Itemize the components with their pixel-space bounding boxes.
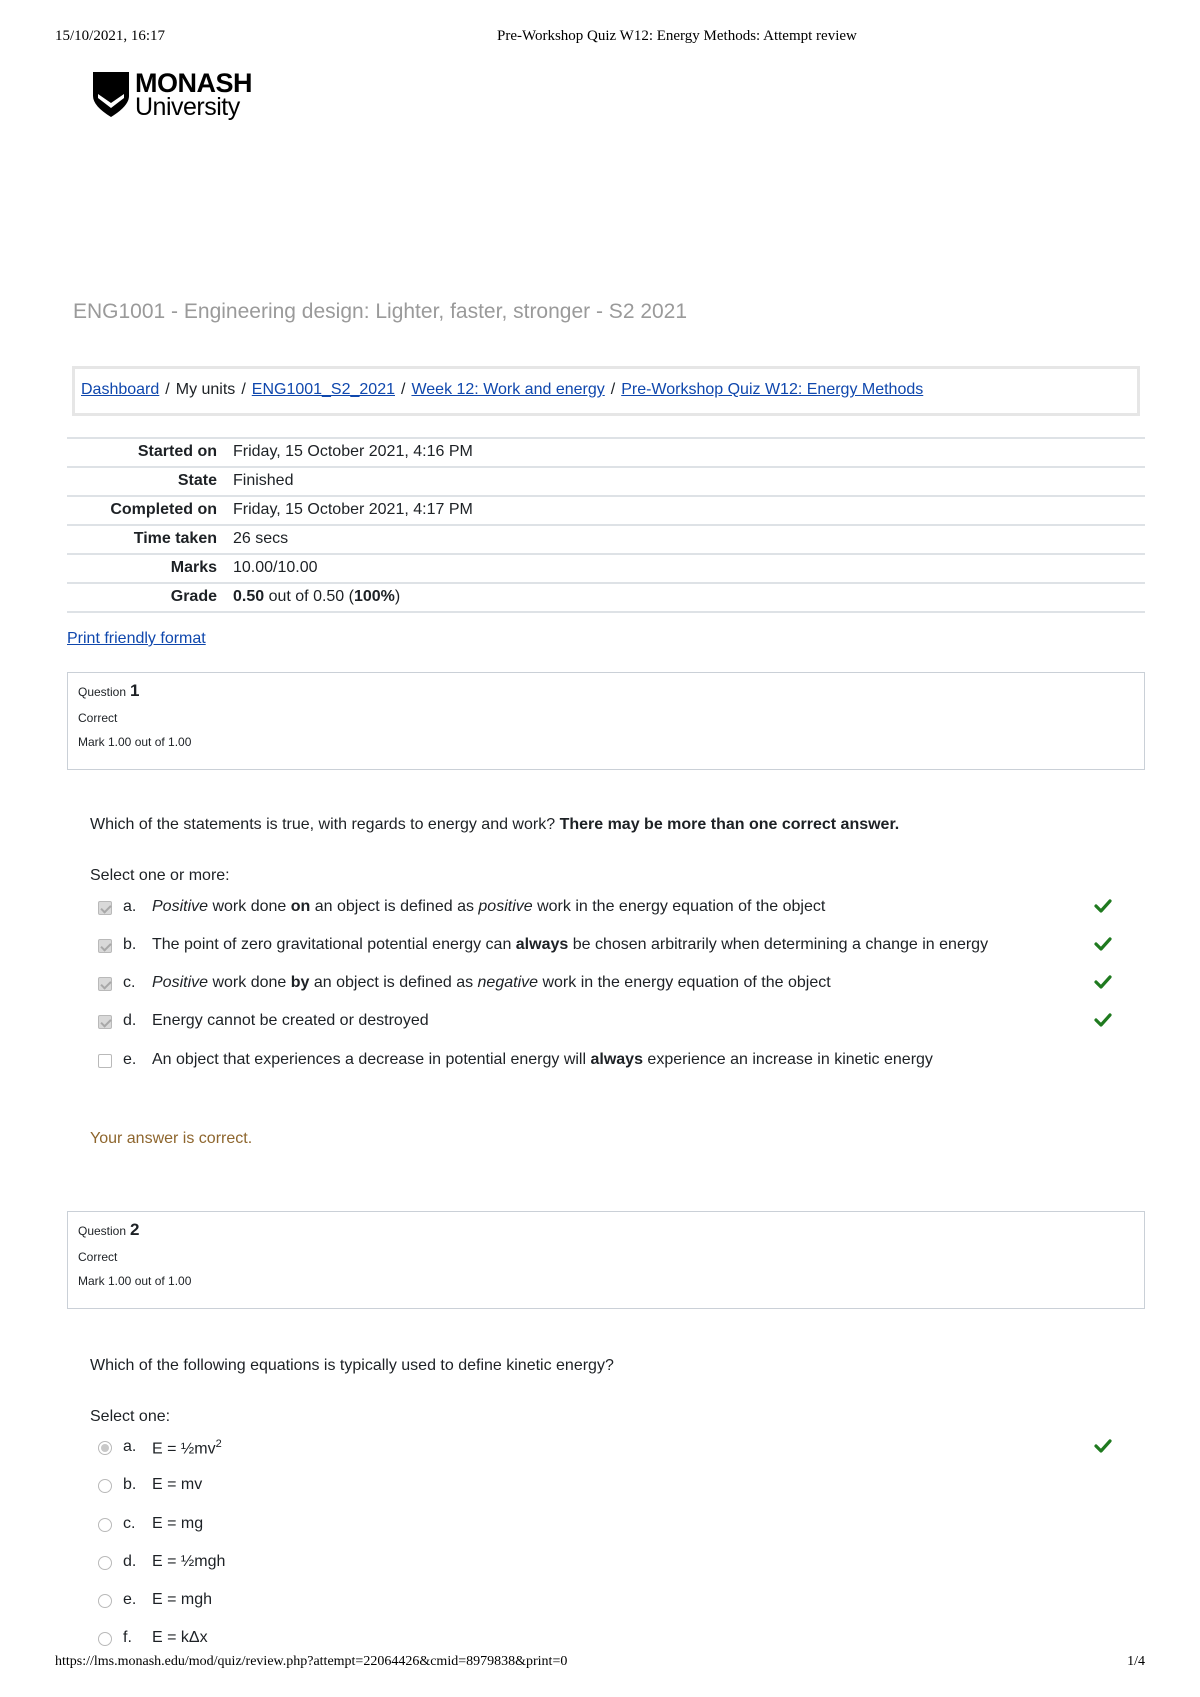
q2-answer-e[interactable]: [98, 1589, 1118, 1615]
question-2-text: Which of the following equations is typically used to define kinetic energy?: [90, 1357, 614, 1374]
summary-value: 10.00/10.00: [233, 559, 318, 576]
q1-answer-e[interactable]: [98, 1049, 1118, 1075]
checkbox[interactable]: [98, 939, 112, 953]
question-1-feedback: Your answer is correct.: [90, 1130, 253, 1147]
grade-close: ): [394, 588, 401, 605]
print-url: https://lms.monash.edu/mod/quiz/review.php?attempt=22064426&cmid=8979838&print=0: [55, 1654, 568, 1669]
summary-row-state: [67, 467, 1145, 496]
answer-letter: c.: [123, 974, 136, 991]
question-status: Correct: [78, 711, 118, 725]
question-2-prompt: Select one:: [90, 1408, 171, 1425]
logo-subname: University: [135, 93, 240, 121]
answer-letter: b.: [123, 1476, 137, 1493]
q1-answer-d[interactable]: [98, 1010, 1118, 1036]
grade-percent: 100%: [353, 588, 395, 605]
q2-answer-b[interactable]: [98, 1474, 1118, 1500]
summary-row-completed: [67, 496, 1145, 525]
answer-text: E = kΔx: [152, 1629, 208, 1646]
grade-score: 0.50: [233, 588, 265, 605]
question-label: Question: [78, 685, 127, 699]
summary-row-grade: [67, 583, 1145, 612]
q1-answer-b[interactable]: [98, 934, 1118, 960]
answer-letter: d.: [123, 1012, 137, 1029]
question-mark: Mark 1.00 out of 1.00: [78, 1274, 192, 1288]
answer-text: Positive work done on an object is defined as positive work in the energy equation of the object: [152, 898, 826, 915]
question-mark: Mark 1.00 out of 1.00: [78, 735, 192, 749]
answer-text: $E = \frac{1}{2}mv^2$: [152, 1438, 222, 1458]
answer-text: E = ½mgh: [152, 1553, 226, 1570]
course-title: ENG1001 - Engineering design: Lighter, faster, stronger - S2 2021: [73, 300, 688, 323]
summary-value: Friday, 15 October 2021, 4:16 PM: [233, 443, 473, 460]
grade-out-of: out of 0.50 (: [264, 588, 354, 605]
answer-letter: f.: [123, 1629, 132, 1646]
answer-text: Energy cannot be created or destroyed: [152, 1012, 429, 1029]
breadcrumb-separator: /: [165, 381, 170, 398]
q2-answer-a[interactable]: [98, 1436, 1118, 1462]
answer-letter: d.: [123, 1553, 137, 1570]
radio-button[interactable]: [98, 1441, 112, 1455]
summary-value: [233, 583, 1145, 612]
answer-text: The point of zero gravitational potential energy can always be chosen arbitrarily when determining a change in energy: [152, 936, 989, 953]
answer-text: E = mg: [152, 1515, 204, 1532]
answer-letter: b.: [123, 936, 137, 953]
question-2-info: [67, 1211, 1145, 1309]
q2-answer-f[interactable]: [98, 1627, 1118, 1653]
breadcrumb: [72, 366, 1140, 416]
radio-button[interactable]: [98, 1479, 112, 1493]
checkbox[interactable]: [98, 901, 112, 915]
answer-text: An object that experiences a decrease in potential energy will always experience an increase in kinetic energy: [152, 1051, 933, 1068]
q2-answer-d[interactable]: [98, 1551, 1118, 1577]
summary-value: Finished: [233, 472, 294, 489]
summary-label: Time taken: [133, 530, 217, 547]
question-1-text: [90, 816, 899, 834]
monash-logo[interactable]: [90, 70, 265, 122]
checkbox[interactable]: [98, 977, 112, 991]
print-datetime: 15/10/2021, 16:17: [55, 28, 166, 44]
print-page-title: Pre-Workshop Quiz W12: Energy Methods: Attempt review: [497, 28, 857, 44]
question-status: Correct: [78, 1250, 118, 1264]
summary-label: State: [177, 472, 217, 489]
radio-button[interactable]: [98, 1518, 112, 1532]
summary-row-time-taken: [67, 525, 1145, 554]
summary-label: Marks: [170, 559, 217, 576]
breadcrumb-separator: /: [401, 381, 406, 398]
summary-label: Started on: [137, 443, 217, 460]
question-text-plain: Which of the statements is true, with regards to energy and work?: [90, 816, 560, 833]
q1-answer-a[interactable]: [98, 896, 1118, 922]
shield-icon: [90, 72, 132, 118]
answer-letter: e.: [123, 1591, 137, 1608]
radio-button[interactable]: [98, 1556, 112, 1570]
q2-answer-c[interactable]: [98, 1513, 1118, 1539]
check-icon: [1093, 1010, 1113, 1030]
logo-wordmark: MONASH: [135, 68, 252, 98]
breadcrumb-quiz[interactable]: Pre-Workshop Quiz W12: Energy Methods: [621, 381, 924, 398]
breadcrumb-dashboard[interactable]: Dashboard: [81, 381, 160, 398]
question-label: Question: [78, 1224, 127, 1238]
summary-row-marks: [67, 554, 1145, 583]
answer-letter: c.: [123, 1515, 136, 1532]
question-number: 1: [130, 681, 140, 700]
print-page-number: 1/4: [1127, 1654, 1145, 1669]
radio-button[interactable]: [98, 1594, 112, 1608]
print-footer: [55, 1654, 1145, 1674]
check-icon: [1093, 896, 1113, 916]
question-1-prompt: Select one or more:: [90, 867, 230, 884]
question-number: 2: [130, 1220, 140, 1239]
breadcrumb-unit[interactable]: ENG1001_S2_2021: [251, 381, 395, 398]
print-friendly-link[interactable]: Print friendly format: [67, 630, 206, 647]
breadcrumb-my-units: My units: [175, 381, 236, 398]
print-header: [55, 28, 1145, 52]
check-icon: [1093, 972, 1113, 992]
breadcrumb-separator: /: [610, 381, 616, 398]
summary-row-started: [67, 438, 1145, 467]
answer-text: Positive work done by an object is defined as negative work in the energy equation of the object: [152, 974, 831, 991]
summary-value: 26 secs: [233, 530, 289, 547]
answer-letter: e.: [123, 1051, 137, 1068]
answer-letter: a.: [123, 898, 137, 915]
checkbox[interactable]: [98, 1054, 112, 1068]
check-icon: [1093, 934, 1113, 954]
summary-value: Friday, 15 October 2021, 4:17 PM: [233, 501, 473, 518]
answer-letter: a.: [123, 1438, 137, 1455]
answer-text: E = mgh: [152, 1591, 213, 1608]
summary-label: Completed on: [110, 501, 217, 518]
summary-label: Grade: [170, 588, 217, 605]
checkbox[interactable]: [98, 1015, 112, 1029]
question-1-info: [67, 672, 1145, 770]
breadcrumb-separator: /: [241, 381, 246, 398]
breadcrumb-week[interactable]: Week 12: Work and energy: [411, 381, 605, 398]
q1-answer-c[interactable]: [98, 972, 1118, 998]
attempt-summary-table: [67, 437, 1145, 613]
check-icon: [1093, 1436, 1113, 1456]
question-text-bold: There may be more than one correct answer.: [559, 816, 900, 833]
radio-button[interactable]: [98, 1632, 112, 1646]
answer-text: E = mv: [152, 1476, 203, 1493]
